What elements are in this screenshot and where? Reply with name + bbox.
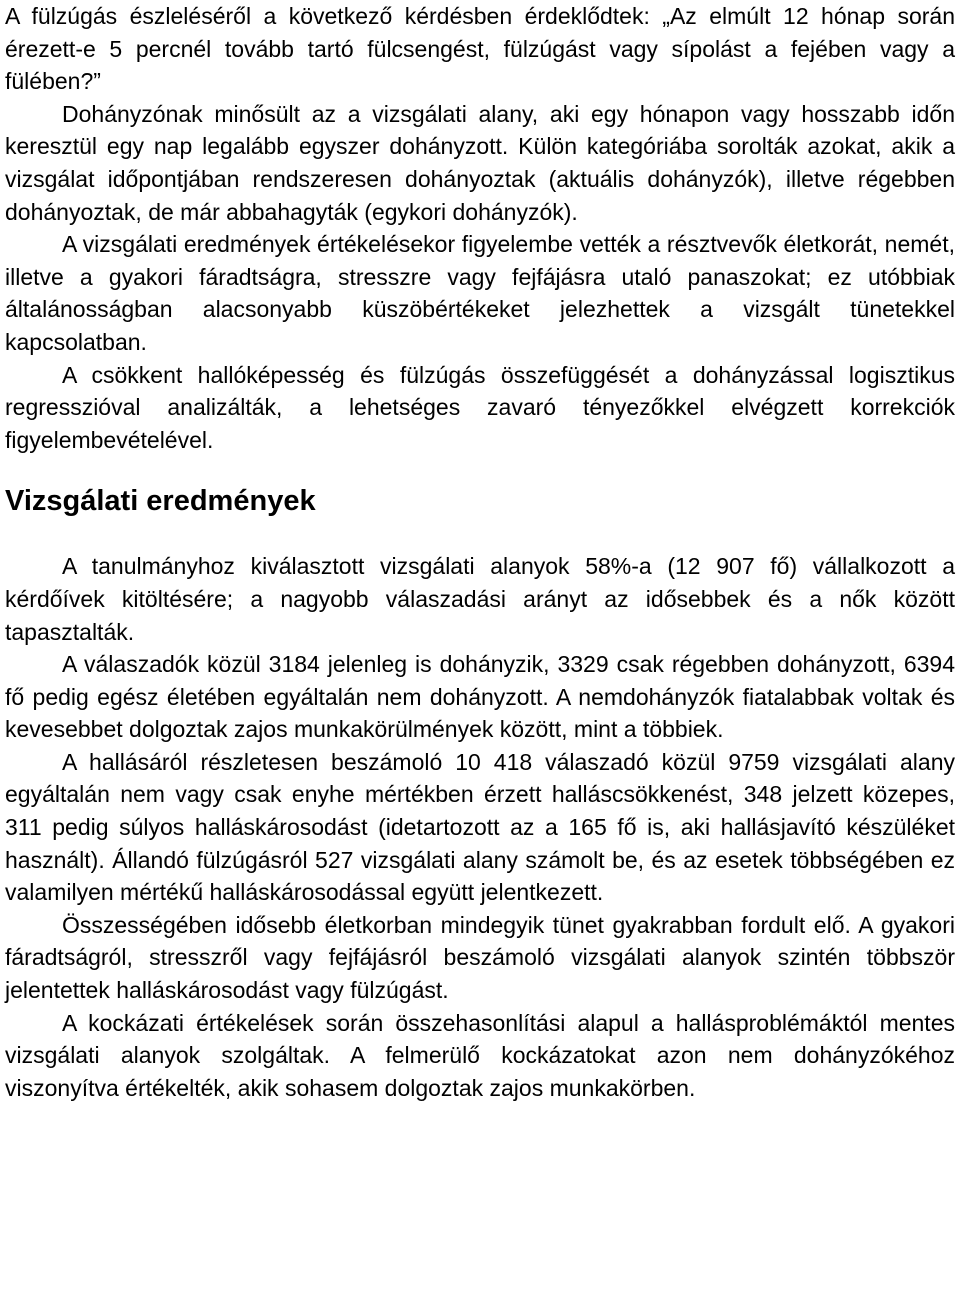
paragraph-age-symptoms: Összességében idősebb életkorban mindegyik tünet gyakrabban fordult elő. A gyakori fáradtságról, stresszről vagy fejfájásról beszámoló vizsgálati alanyok szintén többször jelentettek halláskárosodást vagy fülzúgást. — [5, 911, 955, 1004]
paragraph-response-rate: A tanulmányhoz kiválasztott vizsgálati alanyok 58%-a (12 907 fő) vállalkozott a kérdőívek kitöltésére; a nagyobb válaszadási arányt az idősebbek és a nők között tapasztalták. — [5, 553, 955, 645]
section-heading: Vizsgálati eredmények — [5, 485, 316, 518]
paragraph-evaluation-factors: A vizsgálati eredmények értékelésekor figyelembe vették a résztvevők életkorát, nemét, illetve a gyakori fáradtságra, stresszre vagy fejfájásra utaló panaszokat; ez utóbbiak általánosságban alacsonyabb küszöbértékeket jelezhettek a vizsgált tünetekkel kapcsolatban. — [5, 231, 955, 355]
document-page — [5, 0, 955, 1104]
paragraph-risk-assessment: A kockázati értékelések során összehasonlítási alapul a hallásproblémáktól mentes vizsgálati alanyok szolgáltak. A felmerülő kockázatokat azon nem dohányzókéhoz viszonyítva értékelték, akik sohasem dolgoztak zajos munkakörben. — [5, 1009, 955, 1101]
paragraph-tinnitus-question: A fülzúgás észleléséről a következő kérdésben érdeklődtek: „Az elmúlt 12 hónap során érezett-e 5 percnél tovább tartó fülcsengést, fülzúgást vagy sípolást a fejében vagy a fülében?” — [5, 3, 955, 95]
paragraph-regression-analysis: A csökkent hallóképesség és fülzúgás összefüggését a dohányzással logisztikus regresszióval analizálták, a lehetséges zavaró tényezőkkel elvégzett korrekciók figyelembevételével. — [5, 361, 955, 453]
paragraph-smoking-status: A válaszadók közül 3184 jelenleg is dohányzik, 3329 csak régebben dohányzott, 6394 fő pedig egész életében egyáltalán nem dohányzott. A nemdohányzók fiatalabbak voltak és kevesebbet dolgoztak zajos munkakörülmények között, mint a többiek. — [5, 651, 955, 743]
paragraph-hearing-results: A hallásáról részletesen beszámoló 10 418 válaszadó közül 9759 vizsgálati alany egyáltalán nem vagy csak enyhe mértékben érzett halláscsökkenést, 348 jelzett közepes, 311 pedig súlyos halláskárosodást (idetartozott az a 165 fő is, aki hallásjavító készüléket használt). Állandó fülzúgásról 527 vizsgálati alany számolt be, és az esetek többségében ez valamilyen mértékű halláskárosodással együtt jelentkezett. — [5, 748, 955, 906]
spacer — [5, 456, 955, 484]
spacer — [5, 518, 955, 550]
paragraph-smoker-definition: Dohányzónak minősült az a vizsgálati alany, aki egy hónapon vagy hosszabb időn keresztül egy nap legalább egyszer dohányzott. Külön kategóriába sorolták azokat, akik a vizsgálat időpontjában rendszeresen dohányoztak (aktuális dohányzók), illetve régebben dohányoztak, de már abbahagyták (egykori dohányzók). — [5, 100, 955, 225]
